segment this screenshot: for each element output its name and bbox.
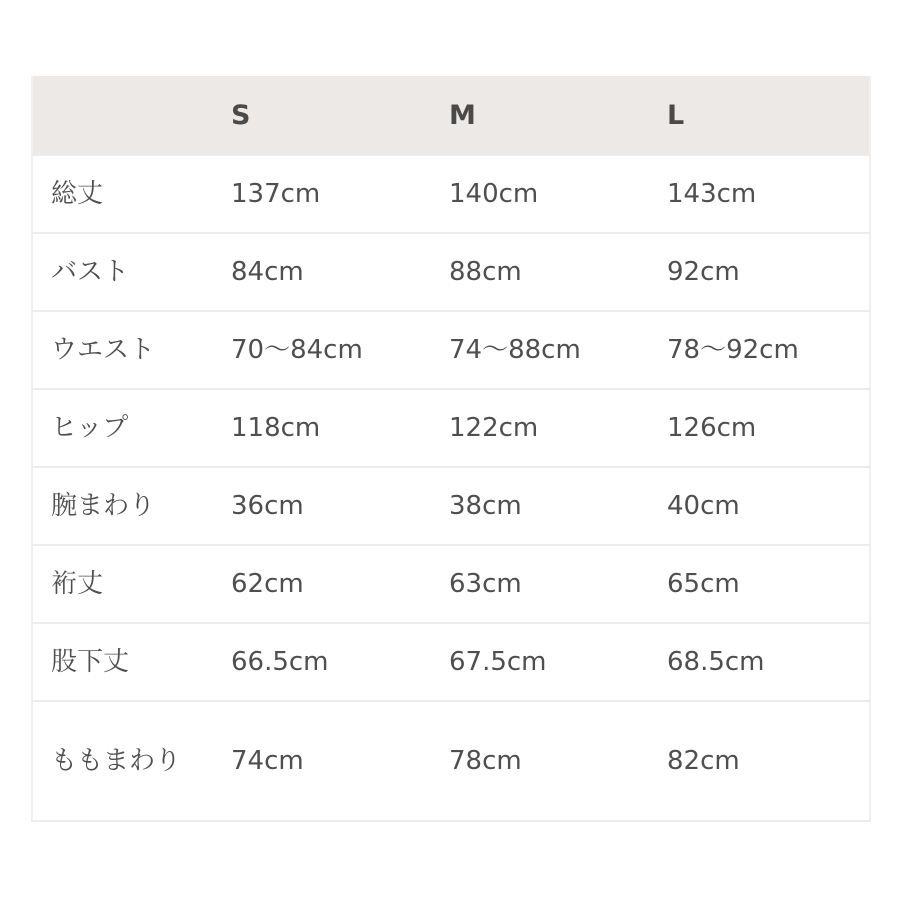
- table-row: [32, 311, 870, 389]
- table-row: [32, 389, 870, 467]
- cell-size-m: 38cm: [449, 467, 667, 545]
- cell-size-s: 84cm: [231, 233, 449, 311]
- table-row: [32, 233, 870, 311]
- cell-size-m: 88cm: [449, 233, 667, 311]
- cell-size-l: 78〜92cm: [667, 311, 870, 389]
- cell-size-s: 118cm: [231, 389, 449, 467]
- cell-size-m: 63cm: [449, 545, 667, 623]
- cell-size-l: 92cm: [667, 233, 870, 311]
- cell-size-l: 143cm: [667, 155, 870, 233]
- cell-size-m: 74〜88cm: [449, 311, 667, 389]
- header-row: [32, 76, 870, 155]
- header-size-s: S: [231, 76, 449, 155]
- cell-size-l: 65cm: [667, 545, 870, 623]
- cell-size-l: 40cm: [667, 467, 870, 545]
- cell-size-s: 137cm: [231, 155, 449, 233]
- row-label: ヒップ: [32, 389, 231, 467]
- cell-size-m: 140cm: [449, 155, 667, 233]
- row-label: 裄丈: [32, 545, 231, 623]
- cell-size-s: 66.5cm: [231, 623, 449, 701]
- table-row: [32, 155, 870, 233]
- cell-size-s: 74cm: [231, 701, 449, 821]
- cell-size-m: 67.5cm: [449, 623, 667, 701]
- row-label: 股下丈: [32, 623, 231, 701]
- table-row: [32, 623, 870, 701]
- row-label: ウエスト: [32, 311, 231, 389]
- table-row: [32, 545, 870, 623]
- cell-size-l: 82cm: [667, 701, 870, 821]
- row-label: バスト: [32, 233, 231, 311]
- cell-size-l: 126cm: [667, 389, 870, 467]
- row-label: 腕まわり: [32, 467, 231, 545]
- header-size-m: M: [449, 76, 667, 155]
- table-row: [32, 701, 870, 821]
- header-corner-cell: [32, 76, 231, 155]
- cell-size-s: 62cm: [231, 545, 449, 623]
- cell-size-s: 70〜84cm: [231, 311, 449, 389]
- cell-size-m: 122cm: [449, 389, 667, 467]
- cell-size-l: 68.5cm: [667, 623, 870, 701]
- table-row: [32, 467, 870, 545]
- size-chart-table: [31, 76, 871, 822]
- row-label: 総丈: [32, 155, 231, 233]
- header-size-l: L: [667, 76, 870, 155]
- cell-size-s: 36cm: [231, 467, 449, 545]
- row-label: ももまわり: [32, 701, 231, 821]
- cell-size-m: 78cm: [449, 701, 667, 821]
